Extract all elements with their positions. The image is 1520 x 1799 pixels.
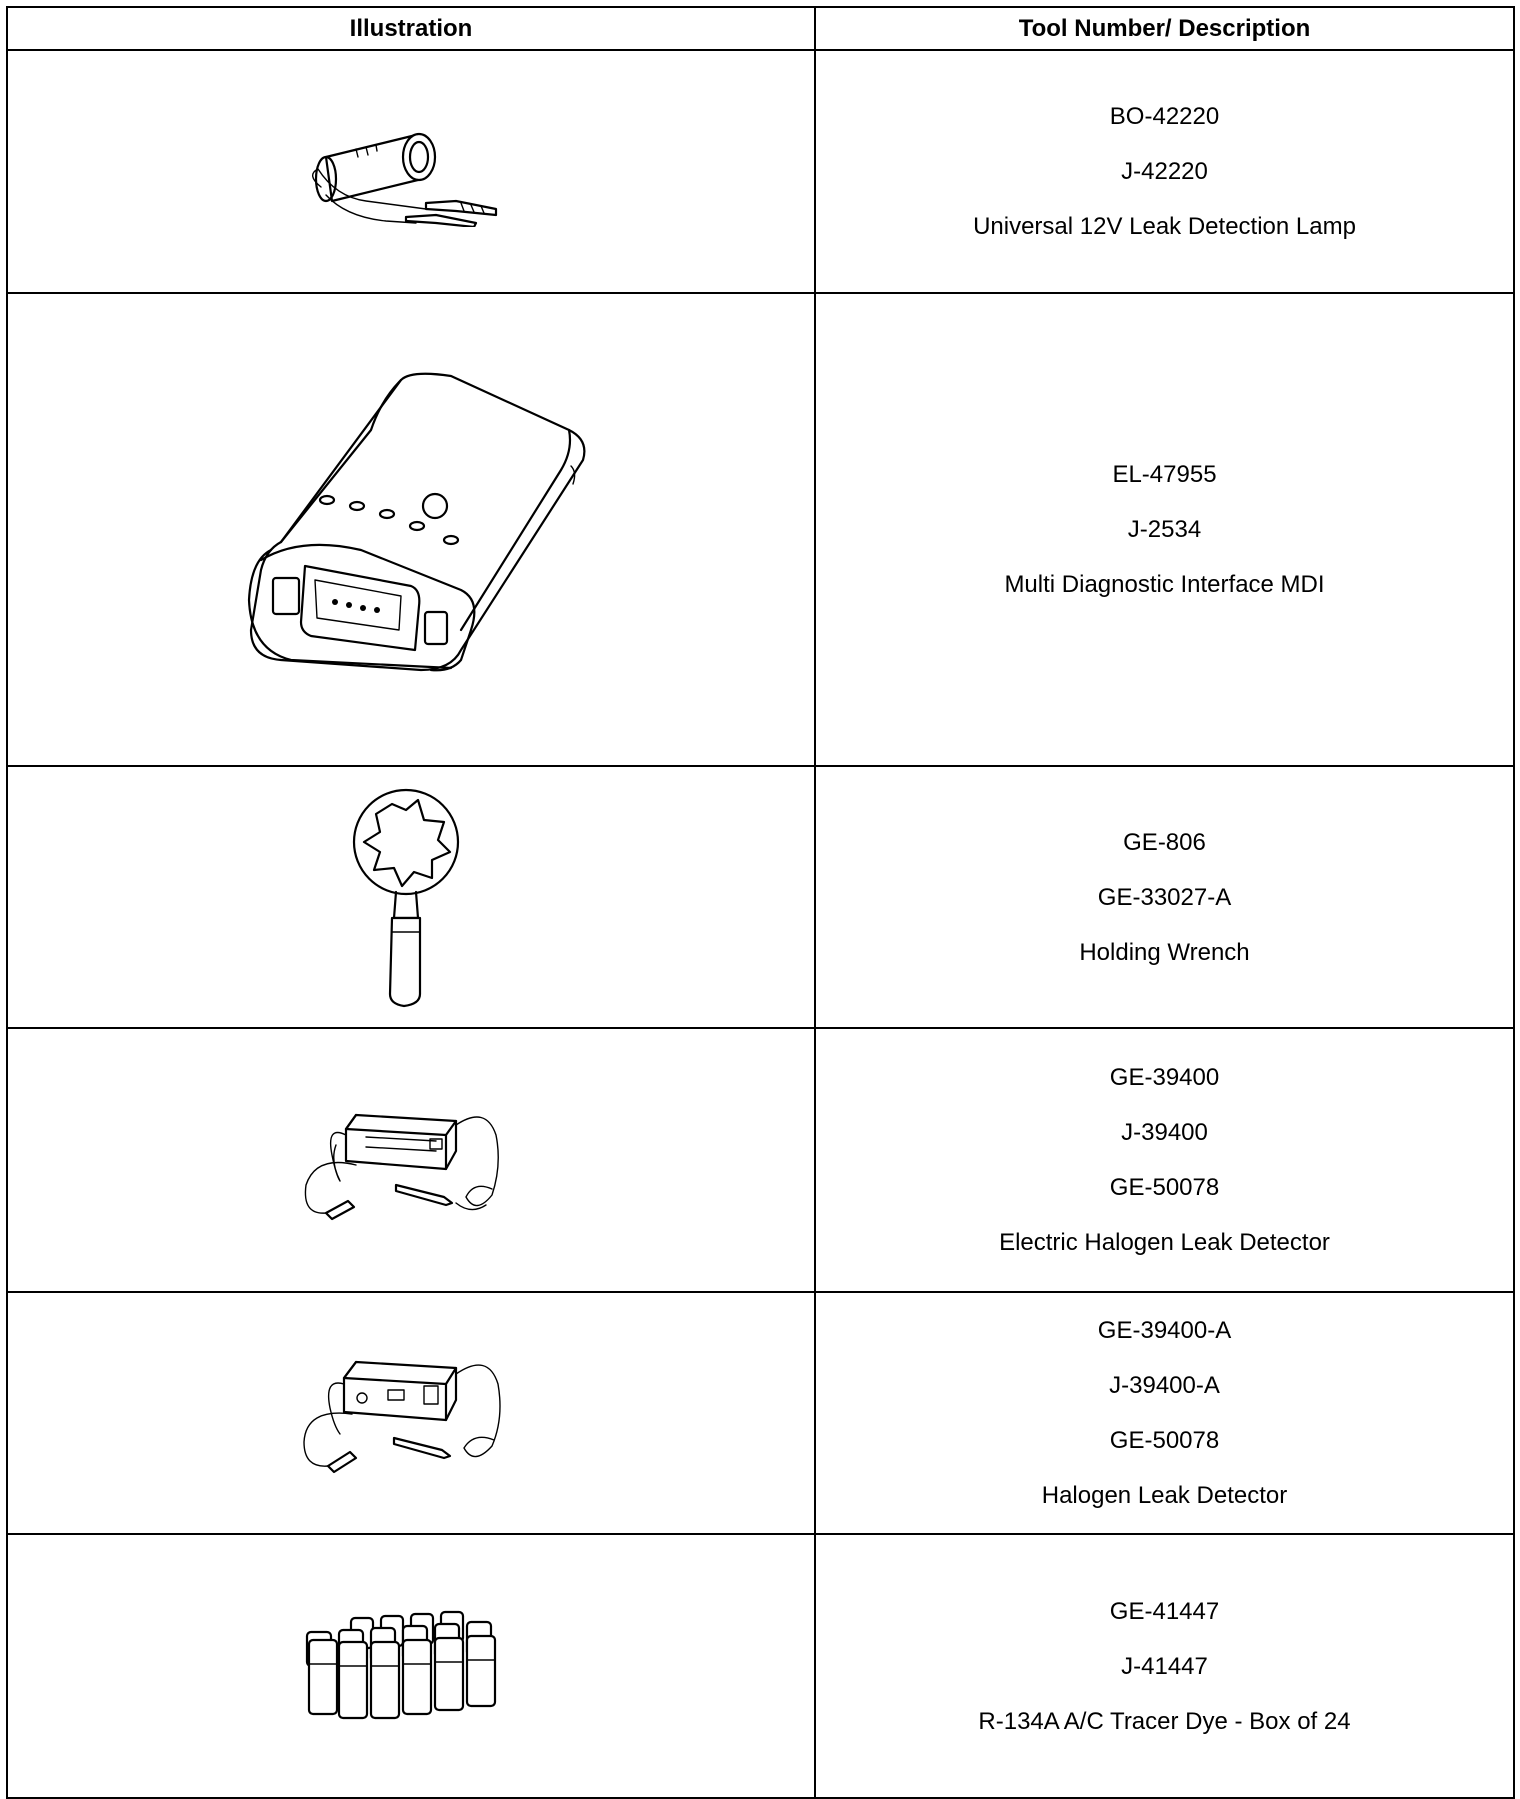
illustration-cell (7, 1534, 815, 1798)
description-cell (815, 1292, 1514, 1534)
table-row (7, 1534, 1514, 1798)
header-illustration: Illustration (7, 7, 815, 50)
illustration-cell (7, 50, 815, 293)
description-cell (815, 1534, 1514, 1798)
leak-detection-lamp-illustration (296, 117, 526, 227)
tool-number: GE-39400-A (1097, 1317, 1232, 1344)
tool-table (6, 6, 1515, 1799)
tool-number: GE-33027-A (1097, 883, 1232, 911)
tool-number: GE-806 (1123, 828, 1206, 856)
tool-number: J-2534 (1127, 516, 1202, 543)
halogen-leak-detector-illustration (296, 1338, 526, 1488)
tool-number: GE-41447 (1109, 1597, 1220, 1625)
illustration-cell (7, 293, 815, 766)
table-row (7, 50, 1514, 293)
tool-description: Electric Halogen Leak Detector (999, 1229, 1330, 1256)
tool-number: BO-42220 (1109, 103, 1220, 130)
tool-number: J-41447 (1121, 1652, 1208, 1680)
multi-diagnostic-interface-illustration (211, 360, 611, 700)
table-row (7, 766, 1514, 1028)
tool-description: Multi Diagnostic Interface MDI (1004, 571, 1325, 598)
description-cell (815, 1028, 1514, 1292)
tool-number: GE-39400 (1109, 1064, 1220, 1091)
tool-description: R-134A A/C Tracer Dye - Box of 24 (978, 1707, 1351, 1735)
header-row (7, 7, 1514, 50)
illustration-cell (7, 1292, 815, 1534)
table-row (7, 1028, 1514, 1292)
tool-number: EL-47955 (1112, 461, 1217, 488)
tool-number: J-39400 (1121, 1119, 1208, 1146)
tool-number: J-39400-A (1109, 1372, 1220, 1399)
electric-halogen-leak-detector-illustration (296, 1085, 526, 1235)
illustration-cell (7, 1028, 815, 1292)
description-cell (815, 766, 1514, 1028)
header-tool-number-description: Tool Number/ Description (815, 7, 1514, 50)
tool-number: GE-50078 (1109, 1427, 1220, 1454)
tool-description: Halogen Leak Detector (1041, 1482, 1288, 1509)
tool-number: J-42220 (1121, 158, 1208, 185)
tracer-dye-box-illustration (291, 1606, 531, 1726)
table-row (7, 1292, 1514, 1534)
holding-wrench-illustration (346, 782, 476, 1012)
tool-description: Holding Wrench (1079, 938, 1250, 966)
illustration-cell (7, 766, 815, 1028)
tool-description: Universal 12V Leak Detection Lamp (973, 213, 1356, 240)
table-row (7, 293, 1514, 766)
description-cell (815, 50, 1514, 293)
tool-number: GE-50078 (1109, 1174, 1220, 1201)
description-cell (815, 293, 1514, 766)
